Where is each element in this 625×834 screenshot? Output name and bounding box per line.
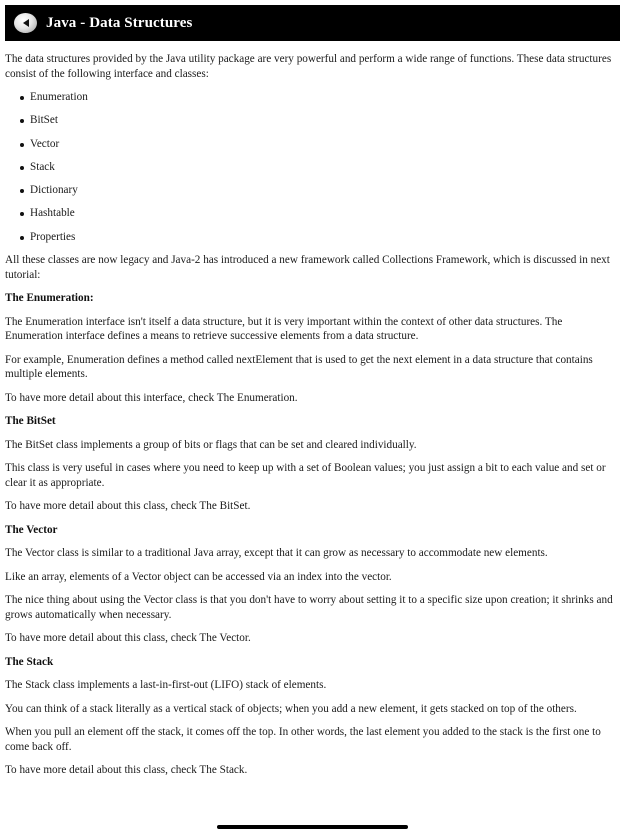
list-item: Hashtable xyxy=(30,206,615,221)
list-item: BitSet xyxy=(30,113,615,128)
section-paragraph: To have more detail about this class, check The Stack. xyxy=(5,764,248,777)
section-vector xyxy=(5,523,615,646)
section-paragraph: The Enumeration interface isn't itself a data structure, but it is very important within the context of other data structures. The Enumeration interface defines a means to retrieve successive elements from a data structure. xyxy=(5,315,563,343)
intro-paragraph: The data structures provided by the Java utility package are very powerful and perform a wide range of functions. These data structures consist of the following interface and classes: xyxy=(5,53,612,80)
section-stack xyxy=(5,655,615,778)
section-paragraph: For example, Enumeration defines a method called nextElement that is used to get the next element in a data structure that contains multiple elements. xyxy=(5,353,593,381)
section-paragraph: To have more detail about this interface, check The Enumeration. xyxy=(5,391,298,404)
section-paragraph: You can think of a stack literally as a vertical stack of objects; when you add a new element, it gets stacked on top of the others. xyxy=(5,702,577,715)
section-bitset xyxy=(5,414,615,514)
list-item: Vector xyxy=(30,137,615,152)
section-heading: The BitSet xyxy=(5,415,56,428)
list-item: Stack xyxy=(30,160,615,175)
section-heading: The Enumeration: xyxy=(5,292,94,305)
title-bar xyxy=(5,5,620,41)
section-paragraph: The BitSet class implements a group of bits or flags that can be set and cleared individually. xyxy=(5,438,417,451)
section-paragraph: The Vector class is similar to a traditional Java array, except that it can grow as necessary to accommodate new elements. xyxy=(5,547,548,560)
section-paragraph: Like an array, elements of a Vector object can be accessed via an index into the vector. xyxy=(5,570,392,583)
article-content xyxy=(5,52,615,787)
page-title: Java - Data Structures xyxy=(46,14,193,31)
section-enumeration xyxy=(5,291,615,405)
section-paragraph: When you pull an element off the stack, it comes off the top. In other words, the last element you added to the stack is the first one to come back off. xyxy=(5,726,601,753)
section-paragraph: To have more detail about this class, check The BitSet. xyxy=(5,500,251,513)
section-heading: The Stack xyxy=(5,655,54,668)
back-arrow-icon xyxy=(23,19,29,27)
section-heading: The Vector xyxy=(5,523,58,536)
legacy-note: All these classes are now legacy and Java-2 has introduced a new framework called Collections Framework, which is discussed in next tutorial: xyxy=(5,254,610,281)
list-item: Properties xyxy=(30,230,615,245)
list-item: Enumeration xyxy=(30,90,615,105)
section-paragraph: The Stack class implements a last-in-first-out (LIFO) stack of elements. xyxy=(5,679,327,692)
section-paragraph: This class is very useful in cases where you need to keep up with a set of Boolean values; you just assign a bit to each value and set or clear it as appropriate. xyxy=(5,462,606,489)
back-button[interactable] xyxy=(14,13,37,33)
data-structures-list xyxy=(5,90,615,244)
home-indicator[interactable] xyxy=(217,825,408,829)
list-item: Dictionary xyxy=(30,183,615,198)
section-paragraph: To have more detail about this class, check The Vector. xyxy=(5,632,251,645)
section-paragraph: The nice thing about using the Vector class is that you don't have to worry about setting it to a specific size upon creation; it shrinks and grows automatically when necessary. xyxy=(5,594,613,621)
